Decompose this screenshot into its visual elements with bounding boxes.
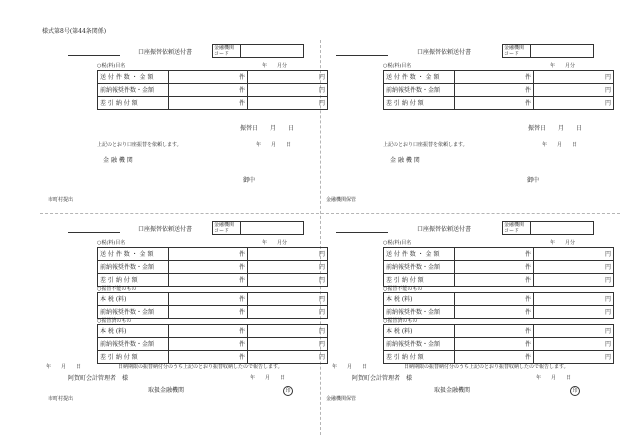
request-date: 年 月 日: [256, 142, 292, 148]
report-date: 年 月 日: [46, 364, 82, 370]
section-unable: ○振替不能のもの: [383, 286, 423, 292]
section-header: ○税(料)目名: [383, 63, 412, 69]
bank-code-box: [502, 221, 594, 235]
bank-code-box: [212, 221, 304, 235]
table-row: 前納報奨件数・金額 件 円: [384, 306, 614, 319]
table-row: 送 付 件 数 ・ 金 額 件 円: [384, 71, 614, 84]
table-row: 前納報奨件数・金額 件 円: [98, 338, 328, 351]
bank-label: 金 融 機 関: [103, 157, 133, 164]
table-row: 差 引 納 付 額 件 円: [98, 351, 328, 364]
table-row: 前納報奨件数・金額 件 円: [98, 84, 328, 97]
table-row: 送 付 件 数 ・ 金 額 件 円: [98, 248, 328, 261]
table-row: 前納報奨件数・金額 件 円: [98, 261, 328, 274]
form-title: 口座振替依頼送付書: [417, 226, 472, 233]
table-row: 本 税 (料) 件 円: [98, 293, 328, 306]
section-header: ○税(料)目名: [383, 240, 412, 246]
bank-code-label: 金融機関 コード: [503, 222, 531, 234]
report-text: 日納期限の振替納付分のうち上記のとおり振替収納したので報告します。: [118, 364, 283, 370]
treasurer-label: 阿賀町会計管理者 様: [352, 375, 413, 382]
table-row: 差 引 納 付 額 件 円: [384, 274, 614, 287]
seal-mark: 印: [570, 386, 580, 396]
table-row: 前納報奨件数・金額 件 円: [384, 261, 614, 274]
amount-table: [97, 70, 328, 110]
blank-line: [336, 232, 388, 233]
section-done: ○振替済のもの: [383, 318, 418, 324]
report-text: 日納期限の振替納付分のうち上記のとおり振替収納したので報告します。: [404, 364, 569, 370]
handling-bank-label: 取扱金融機関: [148, 387, 185, 394]
form-title: 口座振替依頼送付書: [138, 49, 193, 56]
blank-line: [68, 232, 120, 233]
table-row: 本 税 (料) 件 円: [384, 325, 614, 338]
section-unable: ○振替不能のもの: [97, 286, 137, 292]
sign-date: 年 月 日: [250, 375, 286, 381]
horizontal-cut-line: [40, 213, 620, 214]
report-date: 年 月 日: [332, 364, 368, 370]
request-date: 年 月 日: [542, 142, 578, 148]
table-row: 差 引 納 付 額 件 円: [98, 274, 328, 287]
bank-code-box: [212, 44, 304, 58]
transfer-date: 振替日 月 日: [528, 125, 583, 132]
table-row: 前納報奨件数・金額 件 円: [384, 84, 614, 97]
year-month: 年 月分: [262, 63, 288, 69]
bank-label: 金 融 機 関: [390, 157, 420, 164]
treasurer-label: 阿賀町会計管理者 様: [68, 375, 129, 382]
seal-mark: 印: [283, 386, 293, 396]
unable-table: [383, 292, 614, 319]
bank-code-label: 金融機関 コード: [213, 222, 241, 234]
amount-table: [383, 70, 614, 110]
section-done: ○振替済のもの: [97, 318, 132, 324]
form-number: 様式第8号(第44条関係): [42, 28, 107, 35]
table-row: 送 付 件 数 ・ 金 額 件 円: [384, 248, 614, 261]
keep-label: 市町村提出: [48, 197, 74, 203]
bank-code-label: 金融機関 コード: [213, 45, 241, 57]
table-row: 本 税 (料) 件 円: [384, 293, 614, 306]
amount-table: [97, 247, 328, 287]
bank-code-label: 金融機関 コード: [503, 45, 531, 57]
sign-date: 年 月 日: [536, 375, 572, 381]
table-row: 前納報奨件数・金額 件 円: [98, 306, 328, 319]
blank-line: [336, 55, 388, 56]
section-header: ○税(料)目名: [97, 240, 126, 246]
keep-label: 市町村提出: [48, 396, 74, 402]
unable-table: [97, 292, 328, 319]
request-text: 上記のとおり口座振替を依頼します。: [97, 142, 182, 148]
amount-table: [383, 247, 614, 287]
table-row: 差 引 納 付 額 件 円: [384, 97, 614, 110]
table-row: 差 引 納 付 額 件 円: [98, 97, 328, 110]
year-month: 年 月分: [550, 240, 576, 246]
transfer-date: 振替日 月 日: [240, 125, 295, 132]
form-title: 口座振替依頼送付書: [417, 49, 472, 56]
handling-bank-label: 取扱金融機関: [434, 387, 471, 394]
keep-label: 金融機関保管: [326, 396, 357, 402]
table-row: 本 税 (料) 件 円: [98, 325, 328, 338]
year-month: 年 月分: [262, 240, 288, 246]
form-title: 口座振替依頼送付書: [138, 226, 193, 233]
done-table: [383, 324, 614, 364]
bank-code-box: [502, 44, 594, 58]
onchu: 御中: [527, 177, 540, 184]
table-row: 送 付 件 数 ・ 金 額 件 円: [98, 71, 328, 84]
year-month: 年 月分: [550, 63, 576, 69]
section-header: ○税(料)目名: [97, 63, 126, 69]
keep-label: 金融機関保管: [326, 197, 357, 203]
table-row: 前納報奨件数・金額 件 円: [384, 338, 614, 351]
blank-line: [68, 55, 120, 56]
table-row: 差 引 納 付 額 件 円: [384, 351, 614, 364]
done-table: [97, 324, 328, 364]
request-text: 上記のとおり口座振替を依頼します。: [383, 142, 468, 148]
onchu: 御中: [243, 177, 256, 184]
